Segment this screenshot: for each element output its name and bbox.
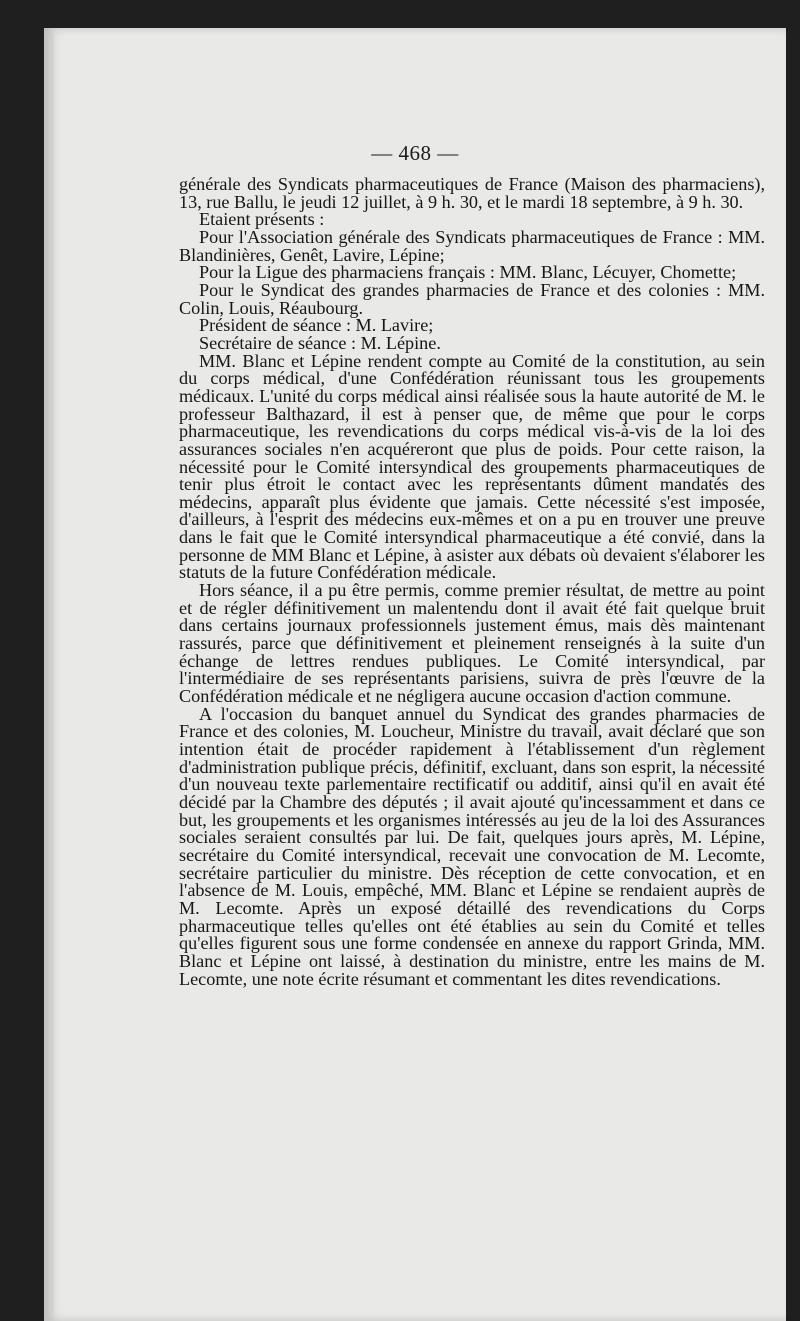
page-number: — 468 — [371,141,459,165]
paragraph: Pour le Syndicat des grandes pharmacies de France et des colonies : MM. Colin, Louis, Réaubourg. [179,279,765,318]
page-binding-edge [50,34,53,1314]
paragraph: générale des Syndicats pharmaceutiques de France (Maison des pharmaciens), 13, rue Ballu, le jeudi 12 juillet, à 9 h. 30, et le mardi 18 septembre, à 9 h. 30. [179,174,765,212]
paragraph: Pour l'Association générale des Syndicats pharmaceutiques de France : MM. Blandinières, Genêt, Lavire, Lépine; [179,226,765,265]
paragraph: Pour la Ligue des pharmaciens français : MM. Blanc, Lécuyer, Chomette; [199,262,737,283]
page-sheet [44,28,786,1321]
paragraph: A l'occasion du banquet annuel du Syndicat des grandes pharmacies de France et des colonies, M. Loucheur, Ministre du travail, avait déclaré que son intention était de procéder rapidement à l'établissement d'un règlement d'administration publique précis, définitif, excluant, dans son esprit, la nécessité d'un nouveau texte parlementaire rectificatif ou additif, ainsi qu'il en avait été décidé par la Chambre des députés ; il avait ajouté qu'incessamment et dans ce but, les groupements et les organismes intéressés au jeu de la loi des Assurances sociales seraient consultés par lui. De fait, quelques jours après, M. Lépine, secrétaire du Comité intersyndical, recevait une convocation de M. Lecomte, secrétaire particulier du ministre. Dès réception de cette convocation, et en l'absence de M. Louis, empêché, MM. Blanc et Lépine se rendaient auprès de M. Lecomte. Après un exposé détaillé des revendications du Corps pharmaceutique telles qu'elles ont été établies au sein du Comité et telles qu'elles figurent sous une forme condensée en annexe du rapport Grinda, MM. Blanc et Lépine ont laissé, à destination du ministre, entre les mains de M. Lecomte, une note écrite résumant et commentant les dites revendications. [179,703,765,989]
paragraph: Président de séance : M. Lavire; [199,315,434,336]
paragraph: MM. Blanc et Lépine rendent compte au Comité de la constitution, au sein du corps médical, d'une Confédération réunissant tous les groupements médicaux. L'unité du corps médical ainsi réalisée sous la haute autorité de M. le professeur Balthazard, il est à penser que, de même que pour le corps pharmaceutique, les revendications du corps médical vis-à-vis de la loi des assurances sociales n'en acquéreront que plus de poids. Pour cette raison, la nécessité pour le Comité intersyndical des groupements pharmaceutiques de tenir plus étroit le contact avec les représentants dûment mandatés des médecins, apparaît plus évidente que jamais. Cette nécessité s'est imposée, d'ailleurs, à l'esprit des médecins eux-mêmes et on a pu en trouver une preuve dans le fait que le Comité intersyndical pharmaceutique a été convié, dans la personne de MM Blanc et Lépine, à asister aux débats où devaient s'élaborer les statuts de la future Confédération médicale. [179,350,765,583]
body-text [179,176,765,988]
paragraph: Hors séance, il a pu être permis, comme premier résultat, de mettre au point et de régler définitivement un malentendu dont il avait été fait quelque bruit dans certains journaux professionnels justement émus, mais dès maintenant rassurés, parce que définitivement et pleinement renseignés à la suite d'un échange de lettres rendues publiques. Le Comité intersyndical, par l'intermédiaire de ses représentants parisiens, suivra de près l'œuvre de la Confédération médicale et ne négligera aucune occasion d'action commune. [179,580,765,707]
paragraph: Secrétaire de séance : M. Lépine. [199,332,441,353]
paragraph: Etaient présents : [199,209,325,230]
